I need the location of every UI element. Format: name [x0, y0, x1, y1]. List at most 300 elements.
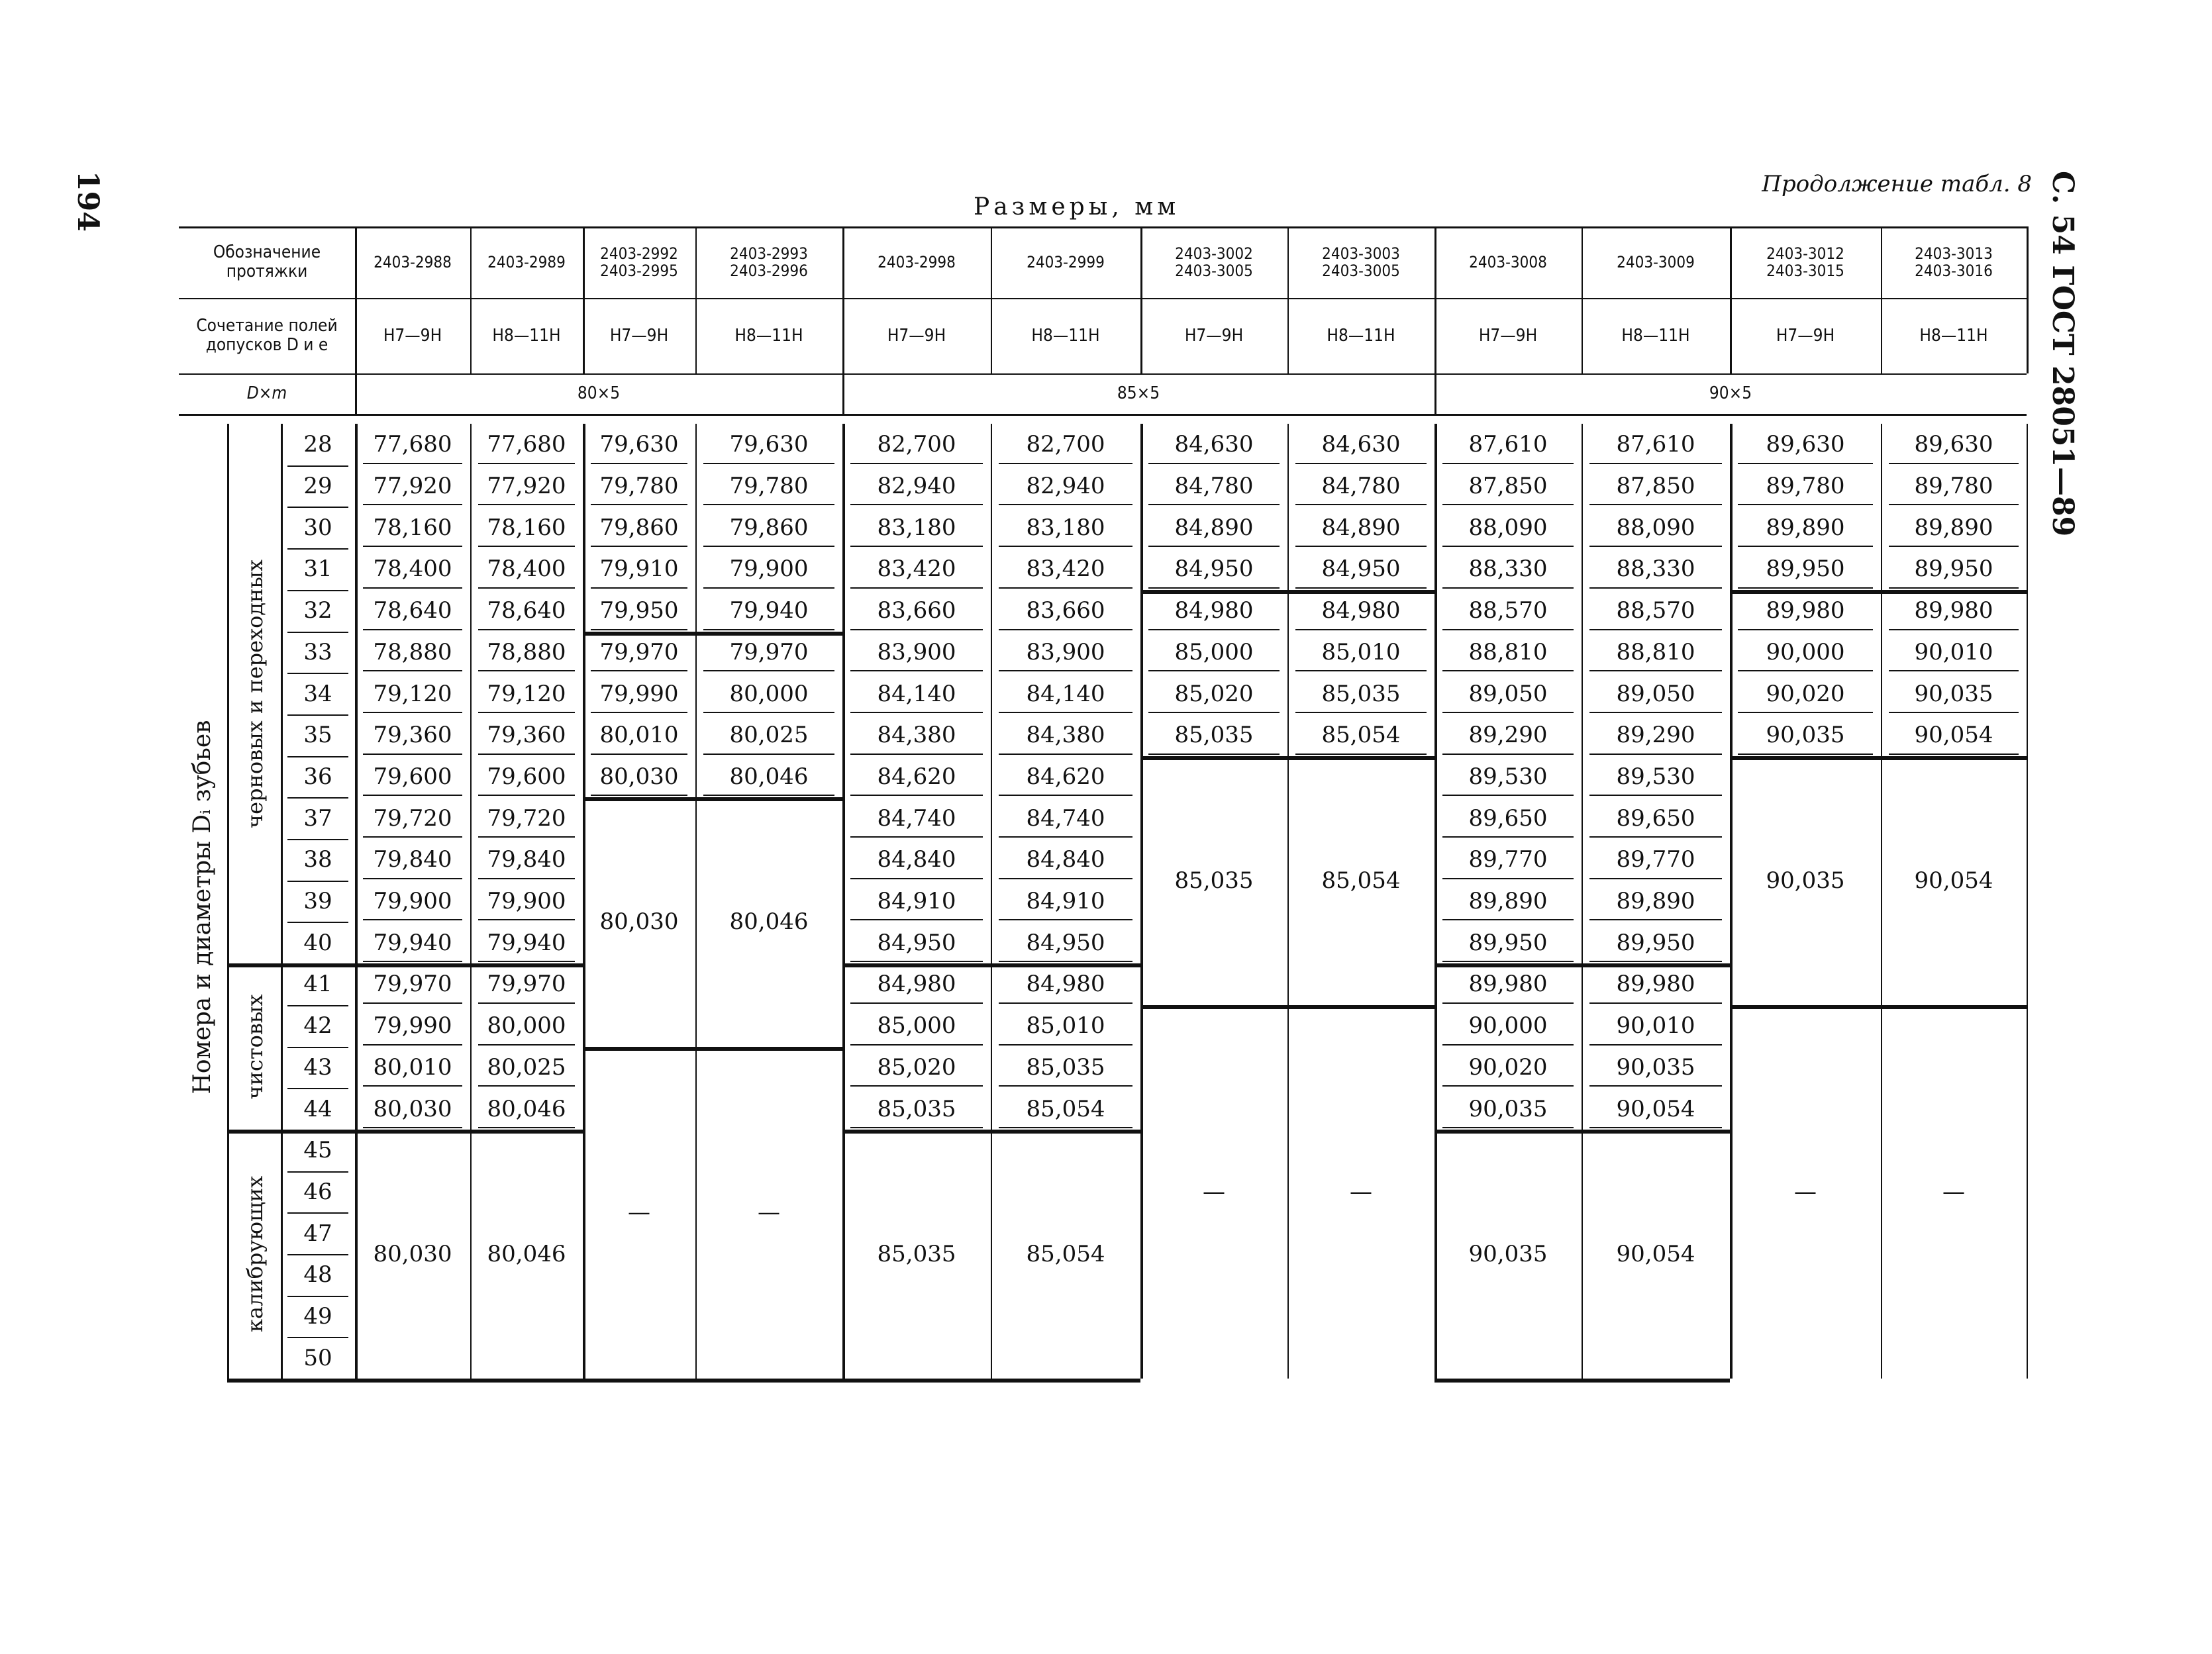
value-underline	[850, 878, 983, 879]
tooth-number: 28	[303, 431, 332, 458]
value-underline	[1295, 587, 1427, 589]
value-cell: 89,780	[1914, 473, 1993, 500]
value-cell: 84,890	[1321, 514, 1401, 541]
value-cell: 84,780	[1174, 473, 1254, 500]
column-designation: 2403-2989	[487, 252, 566, 271]
value-cell: 89,780	[1766, 473, 1845, 500]
tooth-number: 50	[303, 1344, 332, 1371]
value-cell: 84,950	[1026, 929, 1105, 956]
value-underline	[1589, 1002, 1722, 1004]
value-underline	[1442, 754, 1574, 755]
calib-value: 90,035	[1468, 1240, 1548, 1267]
value-underline	[1738, 546, 1873, 547]
value-underline	[1589, 795, 1722, 796]
value-cell: 85,035	[1174, 722, 1254, 749]
tooth-number: 35	[303, 722, 332, 749]
designation-header-label: Обозначение протяжки	[213, 242, 321, 281]
value-underline	[591, 546, 687, 547]
value-cell: 90,000	[1468, 1012, 1548, 1040]
value-underline	[478, 878, 575, 879]
value-underline	[1589, 754, 1722, 755]
value-cell: 77,920	[487, 473, 566, 500]
value-cell: 79,720	[373, 804, 452, 832]
value-underline	[1589, 1044, 1722, 1046]
value-underline	[1295, 504, 1427, 505]
value-cell: 89,770	[1468, 846, 1548, 873]
value-underline	[1442, 1002, 1574, 1004]
value-underline	[1442, 1127, 1574, 1128]
value-cell: 79,950	[599, 597, 679, 624]
tooth-number: 40	[303, 929, 332, 956]
value-cell: 80,010	[373, 1053, 452, 1081]
value-cell: 87,610	[1468, 431, 1548, 458]
value-underline	[1442, 1085, 1574, 1087]
value-cell: 83,420	[1026, 556, 1105, 583]
value-underline	[703, 546, 834, 547]
value-underline	[850, 504, 983, 505]
value-underline	[1889, 587, 2019, 589]
tooth-number: 29	[303, 473, 332, 500]
value-cell: 89,650	[1616, 804, 1695, 832]
value-underline	[850, 1002, 983, 1004]
value-cell: 78,640	[373, 597, 452, 624]
value-cell: 84,980	[1026, 971, 1105, 998]
value-underline	[999, 463, 1132, 464]
value-underline	[850, 546, 983, 547]
value-cell: 79,360	[487, 722, 566, 749]
value-underline	[478, 463, 575, 464]
column-rule	[2027, 424, 2028, 1379]
value-underline	[1889, 546, 2019, 547]
value-cell: 87,850	[1616, 473, 1695, 500]
value-cell: 78,400	[373, 556, 452, 583]
value-underline	[1148, 504, 1280, 505]
value-cell: 80,025	[487, 1053, 566, 1081]
value-underline	[363, 546, 462, 547]
teeth-main-label: Номера и диаметры Dᵢ зубьев	[188, 720, 216, 1095]
tolerance-header-label: Сочетание полей допусков D и e	[196, 316, 338, 355]
page-number: 194	[71, 171, 105, 232]
value-cell: 89,980	[1766, 597, 1845, 624]
value-cell: 84,140	[877, 680, 956, 707]
value-cell: 84,950	[1321, 556, 1401, 583]
value-cell: 80,010	[599, 722, 679, 749]
dxm-group-value: 80×5	[577, 383, 621, 404]
calib-dash: —	[1203, 1178, 1225, 1205]
value-cell: 89,290	[1616, 722, 1695, 749]
value-underline	[1295, 712, 1427, 713]
value-cell: 84,890	[1174, 514, 1254, 541]
value-cell: 79,970	[487, 971, 566, 998]
value-cell: 80,030	[599, 763, 679, 790]
value-cell: 89,890	[1468, 888, 1548, 915]
value-cell: 85,010	[1321, 638, 1401, 665]
value-cell: 90,035	[1616, 1053, 1695, 1081]
value-underline	[363, 504, 462, 505]
value-cell: 84,630	[1174, 431, 1254, 458]
step-rule	[583, 632, 842, 636]
value-underline	[850, 1127, 983, 1128]
value-cell: 83,420	[877, 556, 956, 583]
value-underline	[478, 836, 575, 838]
value-cell: 90,035	[1766, 722, 1845, 749]
calib-dash: —	[1350, 1178, 1372, 1205]
value-cell: 89,980	[1468, 971, 1548, 998]
value-underline	[703, 463, 834, 464]
value-cell: 89,950	[1616, 929, 1695, 956]
value-underline	[999, 712, 1132, 713]
value-cell: 90,020	[1766, 680, 1845, 707]
calib-dash: —	[628, 1199, 650, 1226]
column-tolerance: H8—11H	[1919, 325, 1988, 346]
value-cell: 79,990	[373, 1012, 452, 1040]
value-cell: 79,630	[729, 431, 809, 458]
value-cell: 89,530	[1468, 763, 1548, 790]
value-underline	[1589, 504, 1722, 505]
value-underline	[1442, 670, 1574, 671]
value-underline	[363, 712, 462, 713]
value-underline	[999, 629, 1132, 630]
value-cell: 79,720	[487, 804, 566, 832]
column-designation: 2403-2998	[878, 252, 956, 271]
value-underline	[363, 961, 462, 962]
column-designation: 2403-3009	[1617, 252, 1695, 271]
value-underline	[591, 463, 687, 464]
value-cell: 79,860	[599, 514, 679, 541]
value-cell: 89,890	[1766, 514, 1845, 541]
value-underline	[1442, 836, 1574, 838]
value-underline	[591, 712, 687, 713]
value-underline	[591, 504, 687, 505]
value-cell: 89,530	[1616, 763, 1695, 790]
value-underline	[363, 629, 462, 630]
tooth-number: 45	[303, 1137, 332, 1164]
value-cell: 85,035	[877, 1095, 956, 1122]
value-underline	[478, 919, 575, 920]
value-underline	[703, 629, 834, 630]
value-cell: 90,010	[1914, 638, 1993, 665]
value-underline	[591, 587, 687, 589]
value-cell: 79,840	[487, 846, 566, 873]
value-cell: 85,020	[1174, 680, 1254, 707]
tooth-number: 42	[303, 1012, 332, 1040]
value-cell: 90,035	[1468, 1095, 1548, 1122]
value-underline	[1442, 712, 1574, 713]
value-cell: 87,850	[1468, 473, 1548, 500]
value-cell: 90,010	[1616, 1012, 1695, 1040]
value-underline	[1589, 629, 1722, 630]
value-underline	[1295, 670, 1427, 671]
value-cell: 89,980	[1914, 597, 1993, 624]
tooth-number: 39	[303, 888, 332, 915]
value-underline	[850, 1085, 983, 1087]
value-underline	[1442, 878, 1574, 879]
value-underline	[850, 712, 983, 713]
value-cell: 90,000	[1766, 638, 1845, 665]
value-underline	[1148, 546, 1280, 547]
value-cell: 83,660	[877, 597, 956, 624]
value-underline	[1589, 546, 1722, 547]
value-cell: 89,950	[1468, 929, 1548, 956]
value-underline	[999, 836, 1132, 838]
value-cell: 79,940	[373, 929, 452, 956]
value-cell: 85,035	[1026, 1053, 1105, 1081]
value-cell: 90,054	[1616, 1095, 1695, 1122]
value-underline	[363, 1085, 462, 1087]
value-cell: 90,020	[1468, 1053, 1548, 1081]
tooth-number: 44	[303, 1095, 332, 1122]
tooth-number: 41	[303, 971, 332, 998]
value-underline	[1889, 712, 2019, 713]
value-underline	[478, 504, 575, 505]
value-underline	[1295, 463, 1427, 464]
value-cell: 84,910	[1026, 888, 1105, 915]
merged-value: 85,035	[1174, 867, 1254, 894]
value-cell: 79,900	[487, 888, 566, 915]
value-underline	[850, 463, 983, 464]
value-cell: 82,940	[877, 473, 956, 500]
value-underline	[1442, 795, 1574, 796]
value-cell: 79,940	[729, 597, 809, 624]
value-cell: 89,050	[1468, 680, 1548, 707]
value-underline	[1442, 629, 1574, 630]
tooth-number: 37	[303, 804, 332, 832]
value-underline	[1738, 712, 1873, 713]
column-designation: 2403-3008	[1469, 252, 1547, 271]
value-cell: 78,880	[487, 638, 566, 665]
step-rule	[355, 963, 583, 967]
column-designation: 2403-3013 2403-3016	[1915, 244, 1993, 280]
value-cell: 80,000	[487, 1012, 566, 1040]
column-tolerance: H8—11H	[734, 325, 803, 346]
value-cell: 80,000	[729, 680, 809, 707]
value-cell: 84,910	[877, 888, 956, 915]
tooth-number: 32	[303, 597, 332, 624]
calib-value: 80,046	[487, 1240, 566, 1267]
dxm-group-value: 85×5	[1117, 383, 1160, 404]
column-designation: 2403-2992 2403-2995	[600, 244, 678, 280]
value-cell: 82,700	[877, 431, 956, 458]
value-underline	[703, 754, 834, 755]
value-underline	[363, 463, 462, 464]
calib-dash: —	[758, 1199, 780, 1226]
value-underline	[1442, 463, 1574, 464]
column-tolerance: H8—11H	[492, 325, 561, 346]
value-cell: 85,035	[1321, 680, 1401, 707]
tooth-number: 30	[303, 514, 332, 541]
value-cell: 84,380	[1026, 722, 1105, 749]
value-underline	[703, 795, 834, 796]
value-underline	[478, 1044, 575, 1046]
tooth-number: 36	[303, 763, 332, 790]
value-underline	[703, 712, 834, 713]
step-rule	[842, 963, 1140, 967]
value-cell: 83,900	[1026, 638, 1105, 665]
value-cell: 79,900	[373, 888, 452, 915]
value-cell: 88,810	[1468, 638, 1548, 665]
value-cell: 78,640	[487, 597, 566, 624]
value-cell: 83,180	[877, 514, 956, 541]
value-underline	[591, 795, 687, 796]
value-underline	[478, 1127, 575, 1128]
value-underline	[1738, 587, 1873, 589]
tooth-number: 46	[303, 1178, 332, 1205]
value-underline	[850, 754, 983, 755]
merged-value: 80,046	[729, 908, 809, 936]
value-underline	[850, 961, 983, 962]
value-underline	[1738, 754, 1873, 755]
header-col-rule	[2027, 226, 2029, 373]
value-cell: 84,950	[877, 929, 956, 956]
value-underline	[591, 754, 687, 755]
value-cell: 82,940	[1026, 473, 1105, 500]
value-cell: 87,610	[1616, 431, 1695, 458]
value-underline	[1148, 712, 1280, 713]
value-underline	[1889, 504, 2019, 505]
value-underline	[999, 587, 1132, 589]
side-rule	[227, 424, 229, 1379]
value-underline	[363, 1044, 462, 1046]
column-tolerance: H7—9H	[887, 325, 946, 346]
value-cell: 79,970	[373, 971, 452, 998]
value-cell: 84,780	[1321, 473, 1401, 500]
column-designation: 2403-2988	[374, 252, 452, 271]
header-rule	[179, 414, 2027, 416]
value-cell: 83,900	[877, 638, 956, 665]
value-cell: 80,046	[729, 763, 809, 790]
value-underline	[1589, 463, 1722, 464]
value-underline	[1148, 754, 1280, 755]
value-underline	[1442, 504, 1574, 505]
value-underline	[1589, 1127, 1722, 1128]
value-cell: 84,620	[877, 763, 956, 790]
value-cell: 85,010	[1026, 1012, 1105, 1040]
column-tolerance: H8—11H	[1031, 325, 1100, 346]
value-cell: 84,630	[1321, 431, 1401, 458]
value-underline	[1148, 629, 1280, 630]
value-underline	[999, 504, 1132, 505]
column-designation: 2403-3012 2403-3015	[1766, 244, 1844, 280]
value-underline	[1589, 961, 1722, 962]
value-cell: 79,120	[487, 680, 566, 707]
value-cell: 84,980	[1321, 597, 1401, 624]
value-cell: 80,025	[729, 722, 809, 749]
value-cell: 84,740	[877, 804, 956, 832]
value-underline	[1295, 754, 1427, 755]
value-cell: 89,950	[1766, 556, 1845, 583]
value-cell: 79,780	[599, 473, 679, 500]
value-cell: 90,035	[1914, 680, 1993, 707]
value-cell: 84,740	[1026, 804, 1105, 832]
step-rule	[1730, 590, 2027, 594]
value-underline	[1589, 1085, 1722, 1087]
value-cell: 79,860	[729, 514, 809, 541]
value-underline	[1889, 670, 2019, 671]
value-cell: 89,630	[1914, 431, 1993, 458]
value-cell: 80,046	[487, 1095, 566, 1122]
column-tolerance: H8—11H	[1621, 325, 1690, 346]
value-cell: 90,054	[1914, 722, 1993, 749]
column-tolerance: H7—9H	[1478, 325, 1538, 346]
value-cell: 79,970	[599, 638, 679, 665]
value-cell: 77,680	[373, 431, 452, 458]
value-underline	[1589, 919, 1722, 920]
value-underline	[703, 587, 834, 589]
value-underline	[1148, 670, 1280, 671]
value-underline	[363, 878, 462, 879]
value-cell: 79,840	[373, 846, 452, 873]
value-underline	[1442, 961, 1574, 962]
value-cell: 78,400	[487, 556, 566, 583]
value-cell: 89,630	[1766, 431, 1845, 458]
value-underline	[999, 754, 1132, 755]
value-cell: 88,810	[1616, 638, 1695, 665]
value-cell: 88,090	[1616, 514, 1695, 541]
value-underline	[703, 504, 834, 505]
column-designation: 2403-2993 2403-2996	[730, 244, 808, 280]
value-cell: 78,160	[487, 514, 566, 541]
value-cell: 89,650	[1468, 804, 1548, 832]
value-cell: 84,840	[1026, 846, 1105, 873]
value-underline	[850, 670, 983, 671]
value-cell: 79,360	[373, 722, 452, 749]
value-underline	[1442, 919, 1574, 920]
value-underline	[363, 754, 462, 755]
value-underline	[1295, 629, 1427, 630]
tooth-number: 48	[303, 1261, 332, 1289]
value-underline	[1889, 463, 2019, 464]
tooth-number: 34	[303, 680, 332, 707]
value-cell: 89,950	[1914, 556, 1993, 583]
value-underline	[1738, 670, 1873, 671]
value-underline	[1148, 587, 1280, 589]
value-cell: 83,660	[1026, 597, 1105, 624]
value-cell: 79,940	[487, 929, 566, 956]
value-cell: 79,780	[729, 473, 809, 500]
value-underline	[1295, 546, 1427, 547]
tooth-number: 47	[303, 1220, 332, 1247]
value-underline	[363, 795, 462, 796]
column-tolerance: H7—9H	[1776, 325, 1835, 346]
step-rule	[227, 1379, 842, 1383]
value-cell: 79,600	[373, 763, 452, 790]
group-calibrating-label: калибрующих	[242, 1175, 268, 1333]
calib-dash: —	[1942, 1178, 1965, 1205]
value-underline	[1738, 629, 1873, 630]
value-cell: 79,990	[599, 680, 679, 707]
value-underline	[850, 629, 983, 630]
calib-dash: —	[1794, 1178, 1817, 1205]
value-underline	[999, 919, 1132, 920]
value-underline	[363, 587, 462, 589]
value-cell: 84,620	[1026, 763, 1105, 790]
value-underline	[850, 1044, 983, 1046]
merged-value: 90,035	[1766, 867, 1845, 894]
value-cell: 84,980	[1174, 597, 1254, 624]
value-underline	[1589, 712, 1722, 713]
column-tolerance: H7—9H	[1184, 325, 1244, 346]
value-underline	[1889, 754, 2019, 755]
tooth-number: 43	[303, 1053, 332, 1081]
column-tolerance: H7—9H	[383, 325, 442, 346]
column-designation: 2403-3003 2403-3005	[1322, 244, 1400, 280]
value-underline	[478, 546, 575, 547]
value-underline	[1589, 878, 1722, 879]
value-underline	[999, 795, 1132, 796]
value-underline	[478, 1002, 575, 1004]
value-underline	[850, 919, 983, 920]
value-cell: 88,330	[1468, 556, 1548, 583]
